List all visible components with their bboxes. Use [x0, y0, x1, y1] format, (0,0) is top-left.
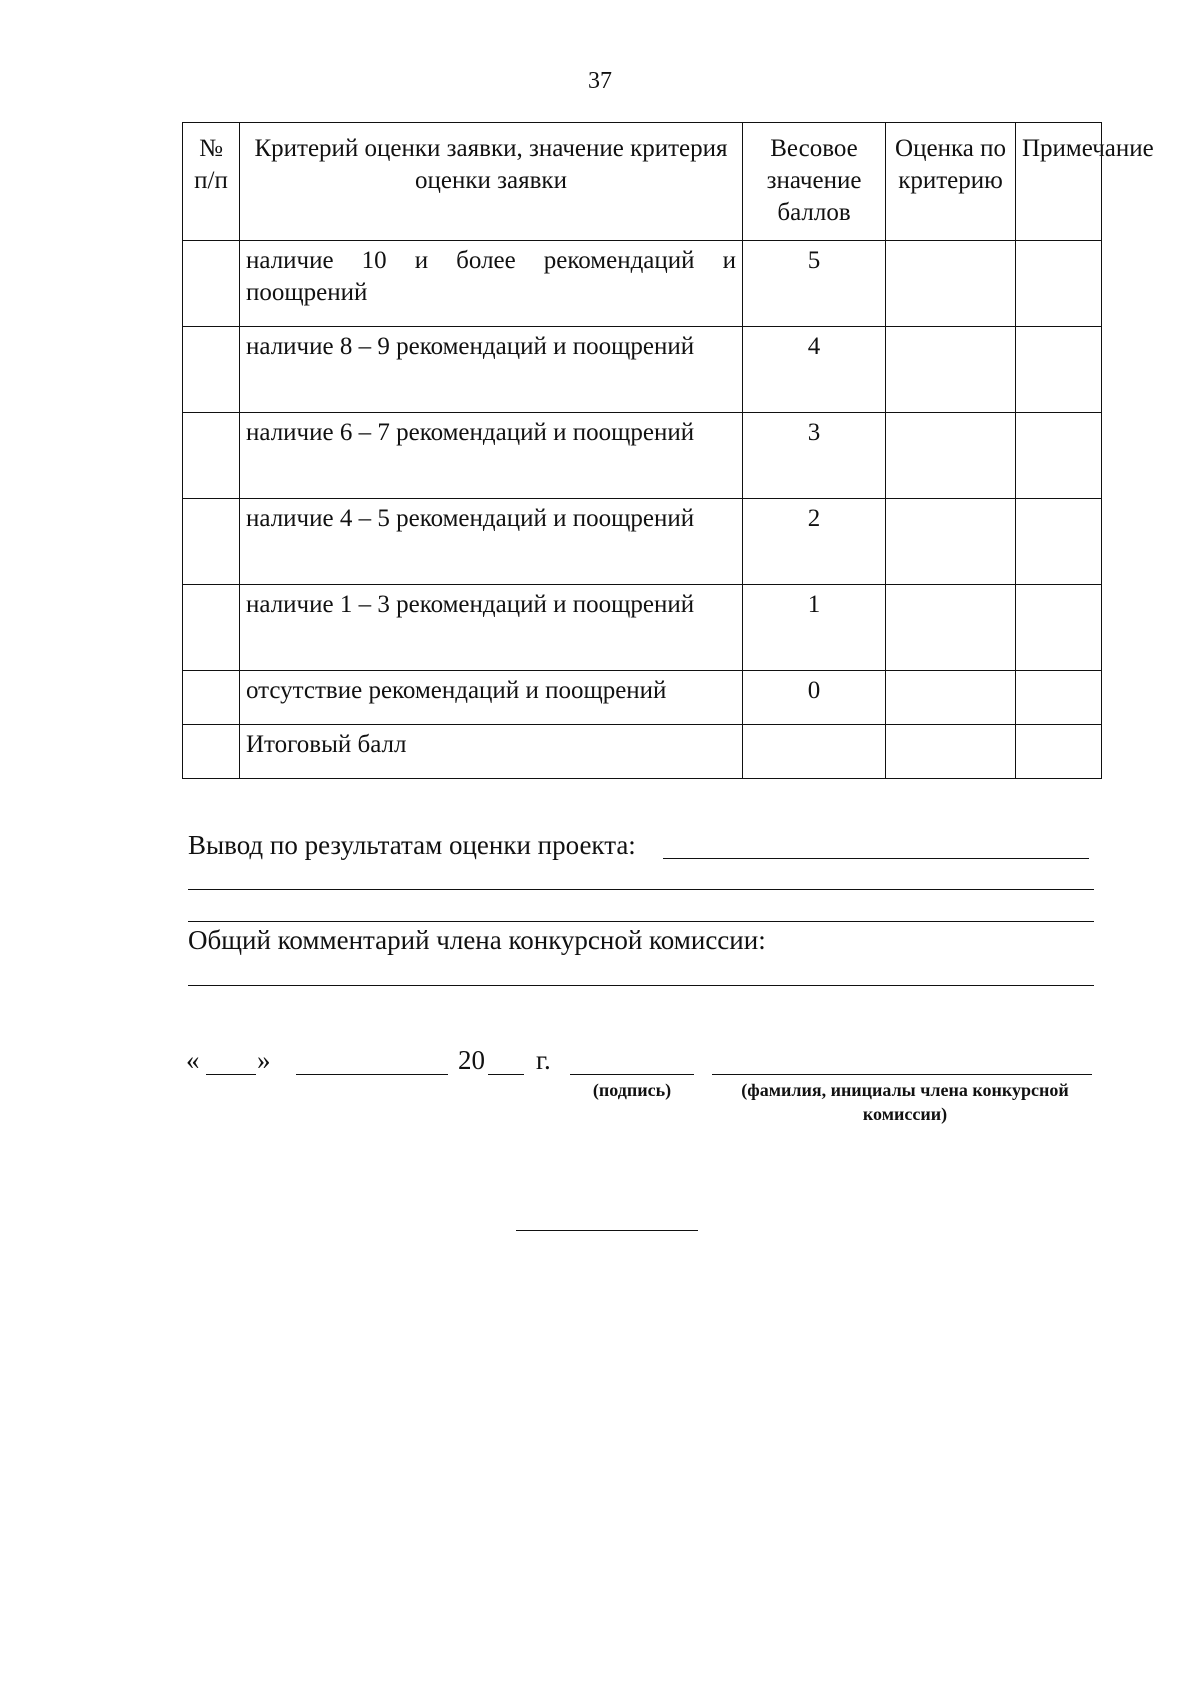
note-cell — [1016, 671, 1102, 725]
score-cell — [886, 499, 1016, 585]
conclusion-input-line-2[interactable] — [188, 889, 1094, 890]
date-quote-open: « — [186, 1045, 200, 1075]
date-year-suffix: г. — [536, 1045, 551, 1075]
criterion-cell: наличие 10 и более рекомендаций и поощрений — [240, 241, 743, 327]
num-cell — [183, 499, 240, 585]
table-row — [183, 327, 1102, 413]
date-year-prefix: 20 — [458, 1045, 485, 1075]
table-header-row — [183, 123, 1102, 241]
score-cell — [886, 327, 1016, 413]
total-row — [183, 725, 1102, 779]
note-cell — [1016, 499, 1102, 585]
weight-cell: 2 — [743, 499, 886, 585]
score-cell — [886, 585, 1016, 671]
header-note: Примечание — [1016, 123, 1102, 241]
score-cell — [886, 413, 1016, 499]
table-row — [183, 671, 1102, 725]
date-day-line[interactable] — [206, 1074, 256, 1075]
criterion-cell: наличие 4 – 5 рекомендаций и поощрений — [240, 499, 743, 585]
note-cell — [1016, 413, 1102, 499]
signature-line[interactable] — [570, 1074, 694, 1075]
name-caption: (фамилия, инициалы члена конкурсной комиссии) — [741, 1080, 1069, 1124]
score-cell — [886, 671, 1016, 725]
name-line[interactable] — [712, 1074, 1092, 1075]
page-number: 37 — [588, 68, 612, 94]
signature-caption: (подпись) — [592, 1080, 672, 1100]
note-cell — [1016, 241, 1102, 327]
header-weight: Весовое значение баллов — [743, 123, 886, 241]
date-quote-close: » — [257, 1045, 271, 1075]
header-num: № п/п — [183, 123, 240, 241]
note-cell — [1016, 585, 1102, 671]
weight-cell: 3 — [743, 413, 886, 499]
header-score: Оценка по критерию — [886, 123, 1016, 241]
date-month-line[interactable] — [296, 1074, 448, 1075]
criterion-cell: наличие 8 – 9 рекомендаций и поощрений — [240, 327, 743, 413]
weight-cell: 1 — [743, 585, 886, 671]
criteria-table — [182, 122, 1154, 779]
criterion-cell: отсутствие рекомендаций и поощрений — [240, 671, 743, 725]
num-cell — [183, 725, 240, 779]
num-cell — [183, 241, 240, 327]
total-label: Итоговый балл — [240, 725, 743, 779]
num-cell — [183, 585, 240, 671]
weight-cell — [743, 725, 886, 779]
weight-cell: 4 — [743, 327, 886, 413]
table-row — [183, 413, 1102, 499]
note-cell — [1016, 327, 1102, 413]
weight-cell: 5 — [743, 241, 886, 327]
comment-label: Общий комментарий члена конкурсной комиссии: — [188, 925, 766, 955]
table-row — [183, 241, 1102, 327]
criterion-cell: наличие 1 – 3 рекомендаций и поощрений — [240, 585, 743, 671]
header-criterion: Критерий оценки заявки, значение критерия оценки заявки — [240, 123, 743, 241]
score-cell — [886, 725, 1016, 779]
conclusion-input-line[interactable] — [663, 858, 1089, 859]
note-cell — [1016, 725, 1102, 779]
score-cell — [886, 241, 1016, 327]
date-year-line[interactable] — [488, 1074, 524, 1075]
table-row — [183, 499, 1102, 585]
conclusion-input-line-3[interactable] — [188, 921, 1094, 922]
num-cell — [183, 413, 240, 499]
num-cell — [183, 327, 240, 413]
criterion-cell: наличие 6 – 7 рекомендаций и поощрений — [240, 413, 743, 499]
conclusion-label: Вывод по результатам оценки проекта: — [188, 830, 636, 860]
comment-input-line[interactable] — [188, 985, 1094, 986]
table-row — [183, 585, 1102, 671]
weight-cell: 0 — [743, 671, 886, 725]
num-cell — [183, 671, 240, 725]
end-divider — [516, 1230, 698, 1231]
